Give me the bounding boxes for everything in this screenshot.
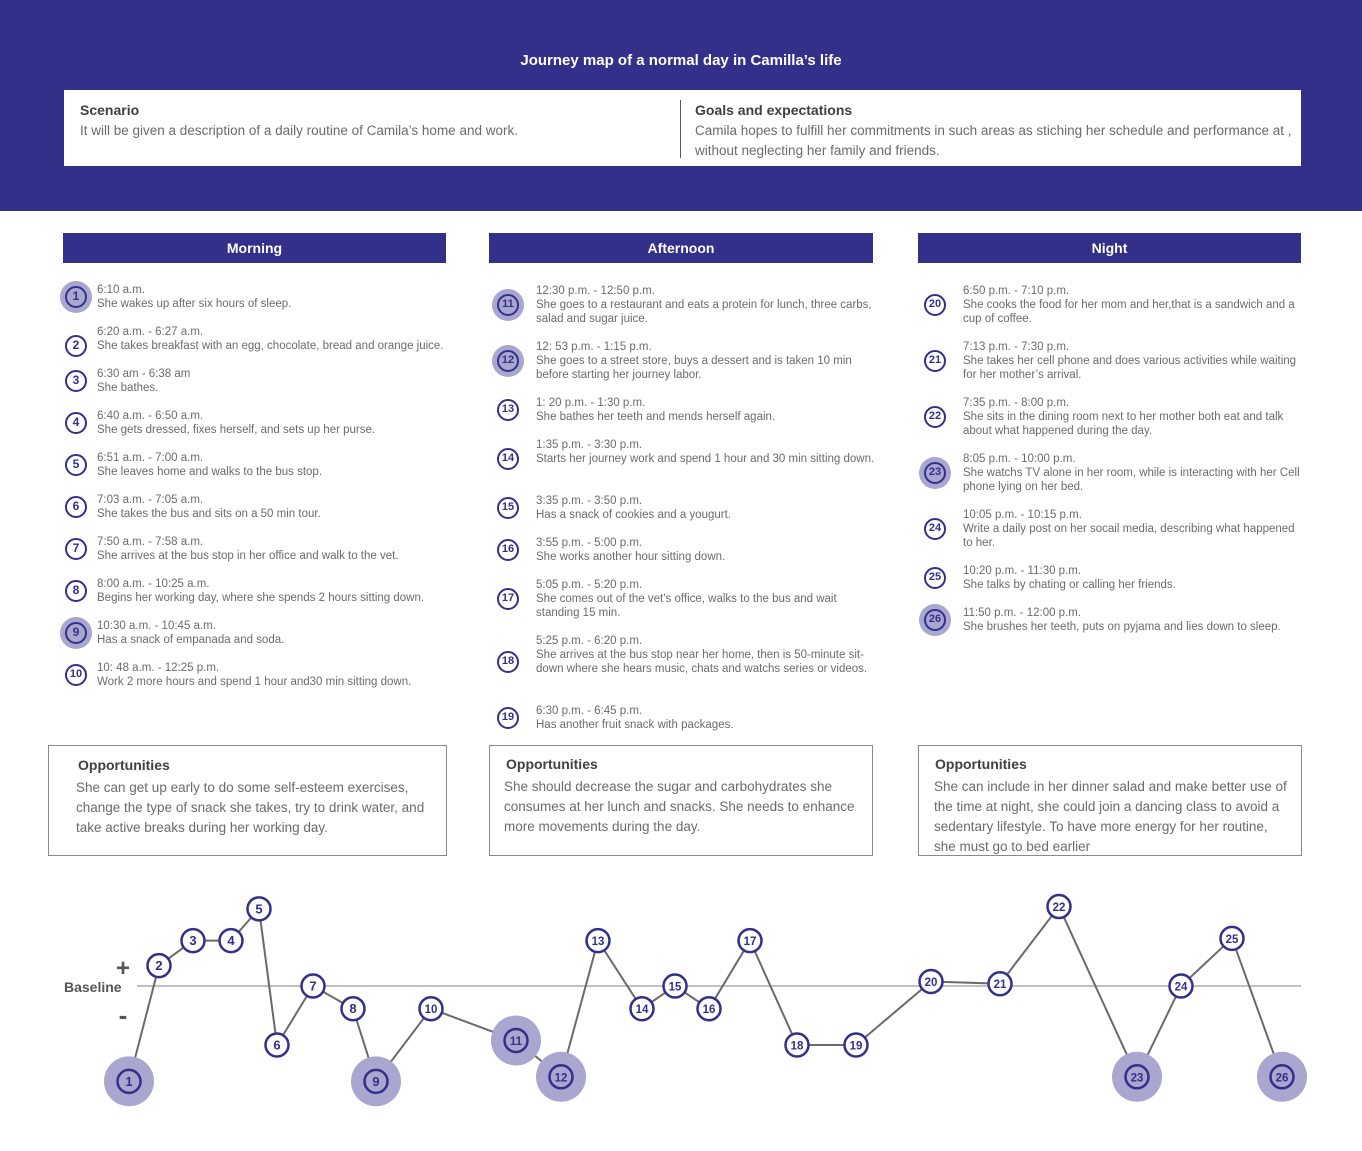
step-description: Has a snack of cookies and a yougurt. (536, 509, 731, 521)
step-number-badge: 16 (497, 539, 519, 561)
step-description: She watchs TV alone in her room, while is interacting with her Cell phone lying on her bed. (963, 467, 1300, 493)
step-time: 11:50 p.m. - 12:00 p.m. (963, 607, 1082, 619)
step-description: Write a daily post on her socail media, describing what happened to her. (963, 523, 1295, 549)
journey-point-16 (698, 997, 721, 1020)
journey-point-1 (104, 1056, 154, 1106)
step-number-badge: 12 (497, 350, 519, 372)
journey-point-5 (248, 897, 271, 920)
step-number-badge: 3 (65, 370, 87, 392)
journey-point-label: 20 (924, 976, 938, 989)
step-item (536, 578, 876, 620)
step-number-badge: 8 (65, 580, 87, 602)
step-number-badge: 15 (497, 497, 519, 519)
journey-point-18 (786, 1034, 809, 1057)
step-time: 6:30 p.m. - 6:45 p.m. (536, 705, 643, 717)
step-number-badge: 2 (65, 335, 87, 357)
journey-point-13 (587, 929, 610, 952)
opportunities-night (918, 745, 1302, 856)
journey-point-label: 16 (702, 1004, 716, 1017)
step-item (97, 535, 447, 563)
page-title: Journey map of a normal day in Camilla’s life (520, 52, 842, 69)
journey-point-10 (420, 997, 443, 1020)
step-description: Has a snack of empanada and soda. (97, 634, 285, 646)
minus-label: - (118, 1000, 128, 1030)
journey-point-2 (148, 954, 171, 977)
step-description: She gets dressed, fixes herself, and sets up her purse. (97, 424, 376, 436)
journey-point-4 (220, 929, 243, 952)
step-time: 10: 48 a.m. - 12:25 p.m. (97, 662, 220, 674)
step-time: 7:03 a.m. - 7:05 a.m. (97, 494, 204, 506)
step-description: She cooks the food for her mom and her,that is a sandwich and a cup of coffee. (963, 299, 1295, 325)
step-item (97, 661, 447, 689)
step-time: 5:25 p.m. - 6:20 p.m. (536, 635, 643, 647)
step-time: 6:51 a.m. - 7:00 a.m. (97, 452, 204, 464)
step-number-badge: 21 (924, 350, 946, 372)
journey-point-label: 10 (424, 1004, 438, 1017)
step-time: 3:35 p.m. - 3:50 p.m. (536, 495, 643, 507)
step-description: She arrives at the bus stop in her office and walk to the vet. (97, 550, 399, 562)
step-description: She works another hour sitting down. (536, 551, 726, 563)
step-number-badge: 1 (65, 286, 87, 308)
step-description: She takes breakfast with an egg, chocolate, bread and orange juice. (97, 340, 444, 352)
section-header-morning: Morning (63, 233, 446, 263)
step-time: 8:05 p.m. - 10:00 p.m. (963, 453, 1076, 465)
journey-point-label: 18 (790, 1040, 804, 1053)
journey-point-17 (739, 929, 762, 952)
goals-text: Camila hopes to fulfill her commitments in such areas as stiching her schedule and performance at , without neglecting her family and friends. (695, 123, 1292, 158)
step-description: She sits in the dining room next to her mother both eat and talk about what happened during the day. (963, 411, 1284, 437)
plus-label: + (115, 955, 131, 982)
step-time: 1: 20 p.m. - 1:30 p.m. (536, 397, 646, 409)
step-number-badge: 11 (497, 294, 519, 316)
journey-point-label: 2 (155, 958, 163, 974)
step-item (97, 367, 447, 395)
journey-point-label: 6 (273, 1037, 281, 1053)
journey-point-label: 19 (849, 1040, 863, 1053)
goals-block (695, 102, 1295, 161)
section-header-afternoon: Afternoon (489, 233, 873, 263)
goals-heading: Goals and expectations (695, 102, 853, 118)
step-description: She comes out of the vet’s office, walks to the bus and wait standing 15 min. (536, 593, 837, 619)
journey-point-22 (1048, 895, 1071, 918)
step-time: 5:05 p.m. - 5:20 p.m. (536, 579, 643, 591)
step-number-badge: 9 (65, 622, 87, 644)
step-time: 12:30 p.m. - 12:50 p.m. (536, 285, 655, 297)
opportunities-heading: Opportunities (935, 756, 1027, 772)
step-number-badge: 19 (497, 707, 519, 729)
journey-point-23 (1112, 1052, 1162, 1102)
step-time: 6:30 am - 6:38 am (97, 368, 191, 380)
step-item (536, 284, 876, 326)
journey-point-label: 4 (227, 933, 235, 949)
journey-point-label: 14 (635, 1004, 649, 1017)
journey-point-label: 24 (1174, 981, 1188, 994)
step-description: Starts her journey work and spend 1 hour and 30 min sitting down. (536, 453, 875, 465)
step-description: She goes to a restaurant and eats a protein for lunch, three carbs, salad and sugar juice. (536, 299, 872, 325)
step-description: She brushes her teeth, puts on pyjama and lies down to sleep. (963, 621, 1281, 633)
step-item (536, 494, 876, 522)
step-number-badge: 10 (65, 664, 87, 686)
opportunities-text: She should decrease the sugar and carbohydrates she consumes at her lunch and snacks. She needs to enhance more movements during the day. (504, 779, 855, 834)
step-item (97, 325, 447, 353)
step-number-badge: 23 (924, 462, 946, 484)
step-time: 6:40 a.m. - 6:50 a.m. (97, 410, 204, 422)
step-item (963, 606, 1303, 634)
step-number-badge: 17 (497, 588, 519, 610)
step-item (963, 396, 1303, 438)
step-item (963, 564, 1303, 592)
baseline-label: Baseline (64, 979, 122, 995)
step-description: Begins her working day, where she spends 2 hours sitting down. (97, 592, 425, 604)
scenario-goals-box (64, 90, 1301, 166)
journey-point-20 (920, 970, 943, 993)
step-description: Work 2 more hours and spend 1 hour and30 min sitting down. (97, 676, 412, 688)
step-description: She arrives at the bus stop near her home, then is 50-minute sit-down where she hears music, chats and watchs series or videos. (536, 649, 868, 675)
step-time: 6:10 a.m. (97, 284, 145, 296)
journey-point-14 (631, 997, 654, 1020)
journey-point-7 (302, 975, 325, 998)
journey-point-12 (536, 1052, 586, 1102)
step-item (97, 283, 447, 311)
journey-point-8 (342, 997, 365, 1020)
journey-segment (1000, 907, 1059, 984)
journey-point-label: 15 (668, 981, 682, 994)
step-time: 3:55 p.m. - 5:00 p.m. (536, 537, 643, 549)
step-number-badge: 7 (65, 538, 87, 560)
step-item (963, 508, 1303, 550)
journey-point-label: 17 (743, 936, 757, 949)
step-time: 6:20 a.m. - 6:27 a.m. (97, 326, 204, 338)
step-time: 12: 53 p.m. - 1:15 p.m. (536, 341, 652, 353)
journey-point-label: 26 (1275, 1072, 1289, 1085)
step-number-badge: 5 (65, 454, 87, 476)
step-description: She bathes her teeth and mends herself again. (536, 411, 776, 423)
step-description: She talks by chating or calling her friends. (963, 579, 1176, 591)
scenario-text: It will be given a description of a daily routine of Camila’s home and work. (80, 123, 518, 138)
step-description: She wakes up after six hours of sleep. (97, 298, 292, 310)
step-time: 6:50 p.m. - 7:10 p.m. (963, 285, 1070, 297)
step-time: 10:05 p.m. - 10:15 p.m. (963, 509, 1082, 521)
step-item (536, 396, 876, 424)
step-time: 7:13 p.m. - 7:30 p.m. (963, 341, 1070, 353)
step-number-badge: 13 (497, 399, 519, 421)
step-description: Has another fruit snack with packages. (536, 719, 734, 731)
step-number-badge: 20 (924, 294, 946, 316)
step-number-badge: 22 (924, 406, 946, 428)
step-number-badge: 18 (497, 651, 519, 673)
journey-point-label: 12 (554, 1072, 568, 1085)
step-item (97, 619, 447, 647)
journey-points (104, 895, 1307, 1106)
journey-point-label: 11 (509, 1035, 523, 1048)
opportunities-afternoon (489, 745, 873, 856)
step-item (536, 536, 876, 564)
journey-point-label: 23 (1130, 1072, 1144, 1085)
journey-segment (750, 941, 797, 1045)
journey-point-label: 25 (1225, 933, 1239, 946)
journey-point-label: 8 (349, 1001, 357, 1017)
step-description: She leaves home and walks to the bus stop. (97, 466, 323, 478)
step-number-badge: 26 (924, 609, 946, 631)
opportunities-text: She can get up early to do some self-esteem exercises, change the type of snack she takes, try to drink water, and take active breaks during her working day. (76, 780, 425, 835)
step-time: 7:50 a.m. - 7:58 a.m. (97, 536, 204, 548)
journey-point-6 (266, 1034, 289, 1057)
section-header-night: Night (918, 233, 1301, 263)
journey-point-19 (845, 1034, 868, 1057)
step-number-badge: 4 (65, 412, 87, 434)
step-item (963, 452, 1303, 494)
step-time: 1:35 p.m. - 3:30 p.m. (536, 439, 643, 451)
journey-point-label: 21 (993, 979, 1007, 992)
step-item (97, 409, 447, 437)
journey-point-26 (1257, 1052, 1307, 1102)
journey-point-15 (664, 975, 687, 998)
step-item (536, 340, 876, 382)
header-banner (0, 0, 1362, 211)
journey-point-21 (989, 972, 1012, 995)
step-time: 10:30 a.m. - 10:45 a.m. (97, 620, 216, 632)
journey-point-label: 7 (309, 978, 317, 994)
step-description: She takes her cell phone and does various activities while waiting for her mother’s arrival. (963, 355, 1297, 381)
step-description: She takes the bus and sits on a 50 min tour. (97, 508, 321, 520)
step-item (963, 284, 1303, 326)
step-time: 7:35 p.m. - 8:00 p.m. (963, 397, 1070, 409)
opportunities-heading: Opportunities (78, 757, 170, 773)
journey-point-9 (351, 1056, 401, 1106)
journey-point-label: 22 (1052, 902, 1066, 915)
journey-point-label: 3 (189, 933, 197, 949)
step-time: 10:20 p.m. - 11:30 p.m. (963, 565, 1082, 577)
info-divider (680, 100, 681, 158)
journey-segment (259, 909, 277, 1045)
step-number-badge: 14 (497, 448, 519, 470)
step-number-badge: 6 (65, 496, 87, 518)
step-item (97, 577, 447, 605)
step-number-badge: 24 (924, 518, 946, 540)
journey-point-label: 5 (255, 901, 263, 917)
journey-point-24 (1170, 975, 1193, 998)
step-item (536, 438, 876, 466)
step-time: 8:00 a.m. - 10:25 a.m. (97, 578, 210, 590)
journey-point-label: 1 (125, 1073, 133, 1089)
opportunities-text: She can include in her dinner salad and make better use of the time at night, she could join a dancing class to avoid a sedentary lifestyle. To have more energy for her routine, she must go to bed earlier (934, 779, 1287, 854)
journey-segment (856, 981, 931, 1045)
step-description: She bathes. (97, 382, 159, 394)
journey-point-label: 9 (372, 1073, 380, 1089)
step-item (97, 451, 447, 479)
scenario-block (80, 102, 660, 141)
scenario-heading: Scenario (80, 102, 140, 118)
opportunities-heading: Opportunities (506, 756, 598, 772)
journey-point-3 (182, 929, 205, 952)
step-item (963, 340, 1303, 382)
step-description: She goes to a street store, buys a dessert and is taken 10 min before starting her journey labor. (536, 355, 852, 381)
journey-point-11 (491, 1015, 541, 1065)
journey-chart (0, 870, 1362, 1140)
step-item (536, 704, 876, 732)
step-number-badge: 25 (924, 567, 946, 589)
journey-segment (1059, 907, 1137, 1077)
step-item (97, 493, 447, 521)
step-item (536, 634, 876, 676)
journey-point-25 (1221, 927, 1244, 950)
opportunities-morning (48, 745, 447, 856)
journey-point-label: 13 (591, 936, 605, 949)
